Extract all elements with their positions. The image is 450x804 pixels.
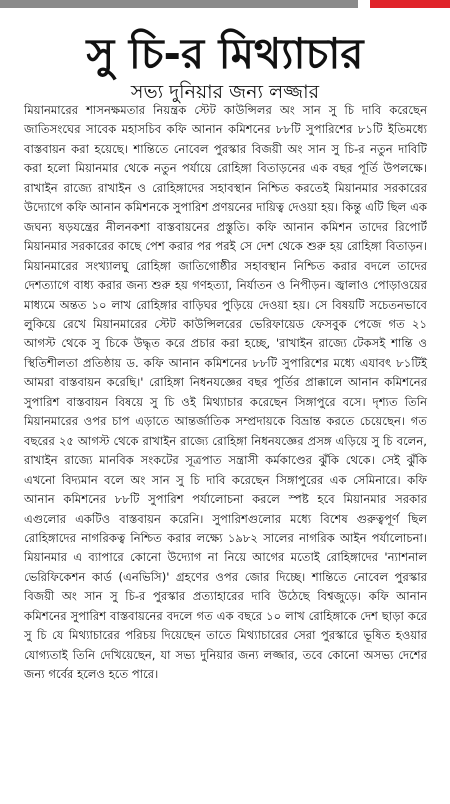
top-color-bar	[0, 0, 450, 8]
top-bar-gray-segment	[0, 0, 358, 8]
article-title: সু চি-র মিথ্যাচার	[86, 29, 364, 78]
article-body	[24, 101, 427, 685]
article-subtitle: সভ্য দুনিয়ার জন্য লজ্জার	[130, 81, 320, 103]
top-bar-red-segment	[370, 0, 450, 8]
article-paragraph: মিয়ানমারের শাসনক্ষমতার নিয়ন্ত্রক স্টেট কাউন্সিলর অং সান সু চি দাবি করেছেন জাতিসংঘের সাবেক মহাসচিব কফি আনান কমিশনের ৮৮টি সুপারিশের ৮১টি ইতিমধ্যে বাস্তবায়ন করা হয়েছে। শান্তিতে নোবেল পুরস্কার বিজয়ী অং সান সু চি-র নতুন দাবিটি করা হলো মিয়ানমার থেকে নতুন পর্যায়ে রোহিঙ্গা বিতাড়নের এক বছর পূর্তি উপলক্ষে। রাখাইন রাজ্যে রাখাইন ও রোহিঙ্গাদের সহাবস্থান নিশ্চিত করতেই মিয়ানমার সরকারের উদ্যোগে কফি আনান কমিশনকে সুপারিশ প্রণয়নের দায়িত্ব দেওয়া হয়। কিন্তু এটি ছিল এক জঘন্য ষড়যন্ত্রের নীলনকশা বাস্তবায়নের প্রস্তুতি। কফি আনান কমিশন তাদের রিপোর্ট মিয়ানমার সরকারের কাছে পেশ করার পর পরই সে দেশ থেকে শুরু হয় রোহিঙ্গা বিতাড়ন। মিয়ানমারের সংখ্যালঘু রোহিঙ্গা জাতিগোষ্ঠীর সহাবস্থান নিশ্চিত করার বদলে তাদের দেশত্যাগে বাধ্য করার জন্য শুরু হয় গণহত্যা, নির্যাতন ও নিপীড়ন। জ্বালাও পোড়াওয়ের মাধ্যমে অন্তত ১০ লাখ রোহিঙ্গার বাড়িঘর পুড়িয়ে দেওয়া হয়। সে বিষয়টি সচেতনভাবে লুকিয়ে রেখে মিয়ানমারের স্টেট কাউন্সিলরের ভেরিফায়েড ফেসবুক পেজে গত ২১ আগস্ট থেকে সু চিকে উদ্ধৃত করে প্রচার করা হচ্ছে, 'রাখাইন রাজ্যে টেকসই শান্তি ও স্থিতিশীলতা প্রতিষ্ঠায় ড. কফি আনান কমিশনের ৮৮টি সুপারিশের মধ্যে এযাবৎ ৮১টিই আমরা বাস্তবায়ন করেছি।' রোহিঙ্গা নিধনযজ্ঞের বছর পূর্তির প্রাক্কালে আনান কমিশনের সুপারিশ বাস্তবায়ন বিষয়ে সু চি ওই মিথ্যাচার করেছেন সিঙ্গাপুরে বসে। দৃশ্যত তিনি মিয়ানমারের ওপর চাপ এড়াতে আন্তর্জাতিক সম্প্রদায়কে বিভ্রান্ত করতে চেয়েছেন। গত বছরের ২৫ আগস্ট থেকে রাখাইন রাজ্যে রোহিঙ্গা নিধনযজ্ঞের প্রসঙ্গ এড়িয়ে সু চি বলেন, রাখাইন রাজ্যে মানবিক সংকটের সূত্রপাত সন্ত্রাসী কর্মকাণ্ডের ঝুঁকি থেকে। সেই ঝুঁকি এখনো বিদ্যমান বলে অং সান সু চি দাবি করেছেন সিঙ্গাপুরের এক সেমিনারে। কফি আনান কমিশনের ৮৮টি সুপারিশ পর্যালোচনা করলে স্পষ্ট হবে মিয়ানমার সরকার এগুলোর একটিও বাস্তবায়ন করেনি। সুপারিশগুলোর মধ্যে বিশেষ গুরুত্বপূর্ণ ছিল রোহিঙ্গাদের নাগরিকত্ব নিশ্চিত করার লক্ষ্যে ১৯৮২ সালের নাগরিক আইন পর্যালোচনা। মিয়ানমার এ ব্যাপারে কোনো উদ্যোগ না নিয়ে আগের মতোই রোহিঙ্গাদের 'ন্যাশনাল ভেরিফিকেশন কার্ড (এনভিসি)' গ্রহণের ওপর জোর দিচ্ছে। শান্তিতে নোবেল পুরস্কার বিজয়ী অং সান সু চি-র পুরস্কার প্রত্যাহারের দাবি উঠেছে বিশ্বজুড়ে। কফি আনান কমিশনের সুপারিশ বাস্তবায়নের বদলে গত এক বছরে ১০ লাখ রোহিঙ্গাকে দেশ ছাড়া করে সু চি যে মিথ্যাচারের পরিচয় দিয়েছেন তাতে মিথ্যাচারের সেরা পুরস্কারে ভূষিত হওয়ার যোগ্যতাই তিনি দেখিয়েছেন, যা সভ্য দুনিয়ার জন্য লজ্জার, তবে কোনো অসভ্য দেশের জন্য গর্বের হলেও হতে পারে।	[24, 103, 427, 682]
